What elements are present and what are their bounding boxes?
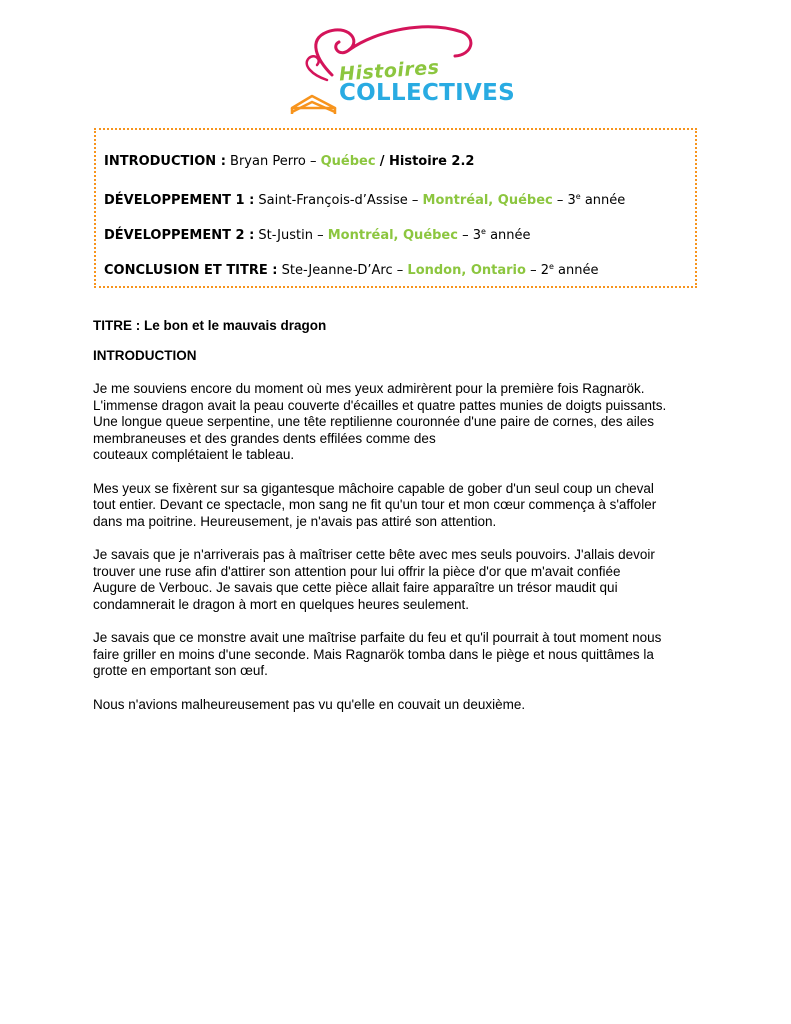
credit-place: London, Ontario <box>407 263 526 278</box>
story-paragraph <box>93 697 713 714</box>
paragraph-line: Une longue queue serpentine, une tête reptilienne couronnée d'une paire de cornes, des ailes <box>93 414 654 429</box>
credit-line-developpement-2: DÉVELOPPEMENT 2 : St-Justin – Montréal, Québec – 3e année <box>104 227 531 243</box>
paragraph-line: Mes yeux se fixèrent sur sa gigantesque mâchoire capable de gober d'un seul coup un cheval <box>93 480 654 496</box>
paragraph-line: couteaux complétaient le tableau. <box>93 447 295 462</box>
paragraph-line: trouver une ruse afin d'attirer son attention pour lui offrir la pièce d'or que m'avait confiée <box>93 563 621 579</box>
paragraph-line: membraneuses et des grandes dents effilées comme des <box>93 430 436 446</box>
credit-grade: 3 <box>472 228 482 243</box>
credit-label: CONCLUSION ET TITRE : <box>104 263 278 278</box>
credit-place: Québec <box>320 154 376 169</box>
credit-author: St-Justin <box>258 228 313 243</box>
paragraph-line: condamnerait le dragon à mort en quelques heures seulement. <box>93 596 469 612</box>
paragraph-line: tout entier. Devant ce spectacle, mon sang ne fit qu'un tour et mon cœur commença à s'affoler <box>93 497 657 512</box>
paragraph-line: Je savais que ce monstre avait une maîtrise parfaite du feu et qu'il pourrait à tout moment nous <box>93 630 662 645</box>
credit-author: Ste-Jeanne-D’Arc <box>281 263 393 278</box>
credit-grade-sup: e <box>575 192 581 201</box>
credit-grade-suffix: année <box>490 228 531 243</box>
paragraph-line: Augure de Verbouc. Je savais que cette pièce allait faire apparaître un trésor maudit qui <box>93 580 618 595</box>
credit-grade-suffix: année <box>558 263 599 278</box>
credit-label: DÉVELOPPEMENT 2 : <box>104 228 255 243</box>
logo-histoires-text: Histoires <box>338 56 441 86</box>
credit-grade-sup: e <box>481 227 486 236</box>
paragraph-line: L'immense dragon avait la peau couverte d'écailles et quatre pattes munies de doigts puissants. <box>93 397 667 413</box>
logo-collectives-text: COLLECTIVES <box>339 80 515 106</box>
paragraph-line: Je savais que je n'arriverais pas à maîtriser cette bête avec mes seuls pouvoirs. J'allais devoir <box>93 547 655 562</box>
paragraph-line: dans ma poitrine. Heureusement, je n'avais pas attiré son attention. <box>93 513 497 529</box>
credit-line-conclusion: CONCLUSION ET TITRE : Ste-Jeanne-D’Arc – London, Ontario – 2e année <box>104 262 599 278</box>
credit-extra: / Histoire 2.2 <box>379 154 475 169</box>
section-heading: INTRODUCTION <box>93 347 197 363</box>
credit-author: Bryan Perro <box>230 154 306 169</box>
credit-line-introduction: INTRODUCTION : Bryan Perro – Québec / Histoire 2.2 <box>104 154 475 169</box>
story-paragraphs <box>93 381 713 713</box>
credit-place: Montréal, Québec <box>327 228 458 243</box>
credit-place: Montréal, Québec <box>422 193 553 208</box>
credit-grade-sup: e <box>548 262 554 271</box>
histoires-collectives-logo <box>287 20 515 120</box>
story-paragraph <box>93 481 713 531</box>
credit-label: INTRODUCTION : <box>104 154 226 169</box>
credit-label: DÉVELOPPEMENT 1 : <box>104 193 255 208</box>
credit-grade: 3 <box>567 193 576 208</box>
credit-grade: 2 <box>540 263 549 278</box>
credit-author: Saint-François-d’Assise <box>258 193 408 208</box>
credits-box <box>94 128 697 288</box>
story-title: TITRE : Le bon et le mauvais dragon <box>93 318 327 333</box>
story-paragraph <box>93 547 713 613</box>
paragraph-line: faire griller en moins d'une seconde. Mais Ragnarök tomba dans le piège et nous quittâmes la <box>93 646 654 662</box>
credit-grade-suffix: année <box>584 193 626 208</box>
story-paragraph <box>93 381 713 464</box>
story-paragraph <box>93 630 713 680</box>
paragraph-line: Nous n'avions malheureusement pas vu qu'elle en couvait un deuxième. <box>93 696 526 712</box>
story-body <box>93 318 713 730</box>
paragraph-line: grotte en emportant son œuf. <box>93 663 268 678</box>
paragraph-line: Je me souviens encore du moment où mes yeux admirèrent pour la première fois Ragnarök. <box>93 381 645 396</box>
credit-line-developpement-1: DÉVELOPPEMENT 1 : Saint-François-d’Assise – Montréal, Québec – 3e année <box>104 192 626 208</box>
